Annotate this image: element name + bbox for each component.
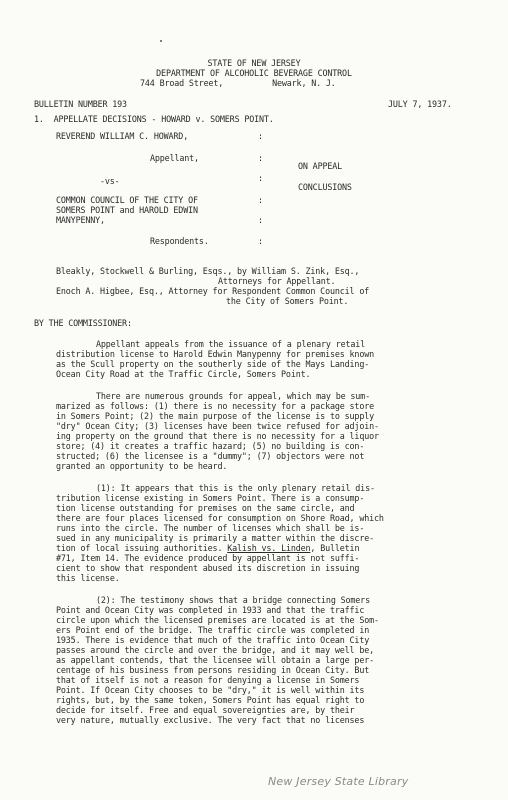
bulletin-number: BULLETIN NUMBER 193 bbox=[34, 99, 127, 109]
paragraph-line: ing property on the ground that there is no necessity for a liquor bbox=[56, 431, 379, 441]
paragraph-line bbox=[56, 543, 359, 553]
paragraph-line: sued in any municipality is primarily a matter within the discre- bbox=[56, 533, 374, 543]
paragraph-line: centage of his business from persons residing in Ocean City. But bbox=[56, 665, 370, 675]
paragraph-line: cient to show that respondent abused its discretion in issuing bbox=[56, 563, 360, 573]
paragraph-text: , Bulletin bbox=[310, 543, 360, 553]
paragraph-line: marized as follows: (1) there is no necessity for a package store bbox=[56, 401, 374, 411]
paragraph-line: Ocean City Road at the Traffic Circle, Somers Point. bbox=[56, 369, 311, 379]
appellant-role: Appellant, bbox=[150, 153, 199, 163]
scan-speck bbox=[160, 40, 162, 42]
paragraph-line: tribution license existing in Somers Point. There is a consump- bbox=[56, 493, 365, 503]
paragraph-line: store; (4) it creates a traffic hazard; (5) no building is con- bbox=[56, 441, 365, 451]
paragraph-line: Appellant appeals from the issuance of a plenary retail bbox=[96, 339, 366, 349]
paragraph-line: 1935. There is evidence that much of the traffic into Ocean City bbox=[56, 635, 370, 645]
paragraph-line: runs into the circle. The number of licenses which shall be is- bbox=[56, 523, 365, 533]
paragraph-line: #71, Item 14. The evidence produced by appellant is not suffi- bbox=[56, 553, 360, 563]
paragraph-line: rights, but, by the same token, Somers Point has equal right to bbox=[56, 695, 365, 705]
library-stamp: New Jersey State Library bbox=[268, 775, 409, 788]
respondent-role: Respondents. bbox=[150, 236, 209, 246]
paragraph-line: there are four places licensed for consumption on Shore Road, which bbox=[56, 513, 384, 523]
paragraph-text: tion of local issuing authorities. bbox=[56, 543, 223, 553]
paragraph-line: Point. If Ocean City chooses to be "dry," it is well within its bbox=[56, 685, 365, 695]
caption-colon: : bbox=[258, 173, 263, 183]
paragraph-line: tion license outstanding for premises on the same circle, and bbox=[56, 503, 355, 513]
header-state: STATE OF NEW JERSEY bbox=[207, 58, 301, 68]
paragraph-line: decide for itself. Free and equal sovereignties are, by their bbox=[56, 705, 355, 715]
paragraph-line: Point and Ocean City was completed in 1933 and that the traffic bbox=[56, 605, 365, 615]
conclusions: CONCLUSIONS bbox=[298, 182, 352, 192]
case-citation: Kalish vs. Linden bbox=[227, 543, 311, 553]
paragraph-line: in Somers Point; (2) the main purpose of the license is to supply bbox=[56, 411, 374, 421]
paragraph-line: circle upon which the licensed premises are located is at the Som- bbox=[56, 615, 379, 625]
paragraph-line: "dry" Ocean City; (3) licenses have been twice refused for adjoin- bbox=[56, 421, 379, 431]
paragraph-line: distribution license to Harold Edwin Manypenny for premises known bbox=[56, 349, 374, 359]
paragraph-line: very nature, mutually exclusive. The very fact that no licenses bbox=[56, 715, 365, 725]
paragraph-line: (1): It appears that this is the only plenary retail dis- bbox=[96, 483, 375, 493]
caption-colon: : bbox=[258, 131, 263, 141]
respondent-line-2: SOMERS POINT and HAROLD EDWIN bbox=[56, 205, 198, 215]
counsel-appellant: Bleakly, Stockwell & Burling, Esqs., by William S. Zink, Esq., bbox=[56, 266, 360, 276]
by-commissioner: BY THE COMMISSIONER: bbox=[34, 318, 132, 328]
paragraph-line: that of itself is not a reason for denying a license in Somers bbox=[56, 675, 360, 685]
appellant-name: REVEREND WILLIAM C. HOWARD, bbox=[56, 131, 189, 141]
respondent-line-3: MANYPENNY, bbox=[56, 215, 105, 225]
header-address: 744 Broad Street, Newark, N. J. bbox=[140, 78, 336, 88]
caption-colon: : bbox=[258, 236, 263, 246]
paragraph-line: passes around the circle and over the bridge, and it may well be, bbox=[56, 645, 374, 655]
paragraph-line: (2): The testimony shows that a bridge connecting Somers bbox=[96, 595, 370, 605]
paragraph-line: as the Scull property on the southerly side of the Mays Landing- bbox=[56, 359, 370, 369]
paragraph-line: There are numerous grounds for appeal, which may be sum- bbox=[96, 391, 370, 401]
counsel-appellant-role: Attorneys for Appellant. bbox=[218, 276, 336, 286]
caption-colon: : bbox=[258, 195, 263, 205]
vs-label: -vs- bbox=[100, 176, 120, 186]
paragraph-line: granted an opportunity to be heard. bbox=[56, 461, 228, 471]
counsel-respondent-role: the City of Somers Point. bbox=[226, 296, 349, 306]
respondent-line-1: COMMON COUNCIL OF THE CITY OF bbox=[56, 195, 198, 205]
caption-colon: : bbox=[258, 153, 263, 163]
paragraph-line: this license. bbox=[56, 573, 120, 583]
bulletin-date: JULY 7, 1937. bbox=[388, 99, 452, 109]
section-title: 1. APPELLATE DECISIONS - HOWARD v. SOMERS POINT. bbox=[34, 114, 274, 124]
on-appeal: ON APPEAL bbox=[298, 161, 343, 171]
counsel-respondent: Enoch A. Higbee, Esq., Attorney for Respondent Common Council of bbox=[56, 286, 370, 296]
caption-colon: : bbox=[258, 215, 263, 225]
paragraph-line: structed; (6) the licensee is a "dummy"; (7) objectors were not bbox=[56, 451, 365, 461]
header-department: DEPARTMENT OF ALCOHOLIC BEVERAGE CONTROL bbox=[156, 68, 352, 78]
paragraph-line: ers Point end of the bridge. The traffic circle was completed in bbox=[56, 625, 370, 635]
paragraph-line: as appellant contends, that the licensee will obtain a large per- bbox=[56, 655, 374, 665]
